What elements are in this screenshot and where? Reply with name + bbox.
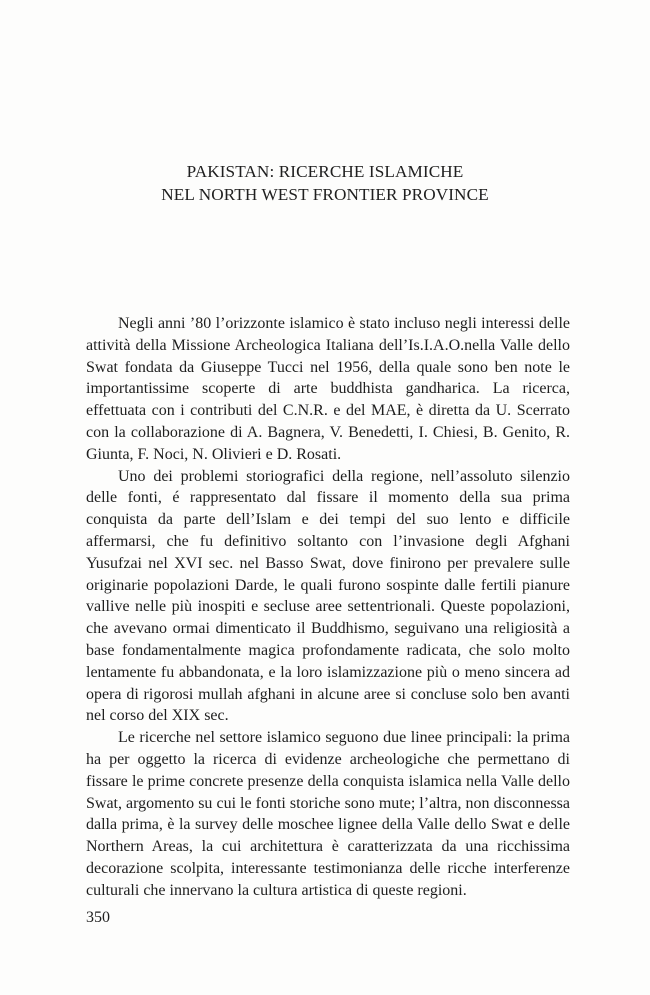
paragraph-3: Le ricerche nel settore islamico seguono due linee principali: la prima ha per oggetto la ricerca di evidenze archeologiche che permettano di fissare le prime concrete presenze della conquista islamica nella Valle dello Swat, argomento su cui le fonti storiche sono mute; l’altra, non disconnessa dalla prima, è la survey delle moschee lignee della Valle dello Swat e delle Northern Areas, la cui architettura è caratterizzata da una ricchissima decorazione scolpita, interessante testimonianza delle ricche interferenze culturali che innervano la cultura artistica di queste regioni. [86, 729, 570, 899]
paragraph-1: Negli anni ’80 l’orizzonte islamico è stato incluso negli interessi delle attività della Missione Archeologica Italiana dell’Is.I.A.O.nella Valle dello Swat fondata da Giuseppe Tucci nel 1956, della quale sono ben note le importantissime scoperte di arte buddhista gandharica. La ricerca, effettuata con i contributi del C.N.R. e del MAE, è diretta da U. Scerrato con la collaborazione di A. Bagnera, V. Benedetti, I. Chiesi, B. Genito, R. Giunta, F. Noci, N. Olivieri e D. Rosati. [86, 315, 570, 463]
title-line-1: PAKISTAN: RICERCHE ISLAMICHE [186, 162, 464, 181]
body-text [86, 313, 570, 902]
page-number: 350 [86, 909, 110, 926]
title-line-2: NEL NORTH WEST FRONTIER PROVINCE [161, 185, 489, 204]
page-title [0, 160, 650, 206]
paragraph-2: Uno dei problemi storiografici della regione, nell’assoluto silenzio delle fonti, é rappresentato dal fissare il momento della sua prima conquista da parte dell’Islam e dei tempi del suo lento e difficile affermarsi, che fu definitivo soltanto con l’invasione degli Afghani Yusufzai nel XVI sec. nel Basso Swat, dove finirono per prevalere sulle originarie popolazioni Darde, le quali furono sospinte dalle fertili pianure vallive nelle più inospiti e secluse aree settentrionali. Queste popolazioni, che avevano ormai dimenticato il Buddhismo, seguivano una religiosità a base fondamentalmente magica profondamente radicata, che solo molto lentamente fu abbandonata, e la loro islamizzazione più o meno sincera ad opera di rigorosi mullah afghani in alcune aree si concluse solo ben avanti nel corso del XIX sec. [86, 467, 570, 725]
